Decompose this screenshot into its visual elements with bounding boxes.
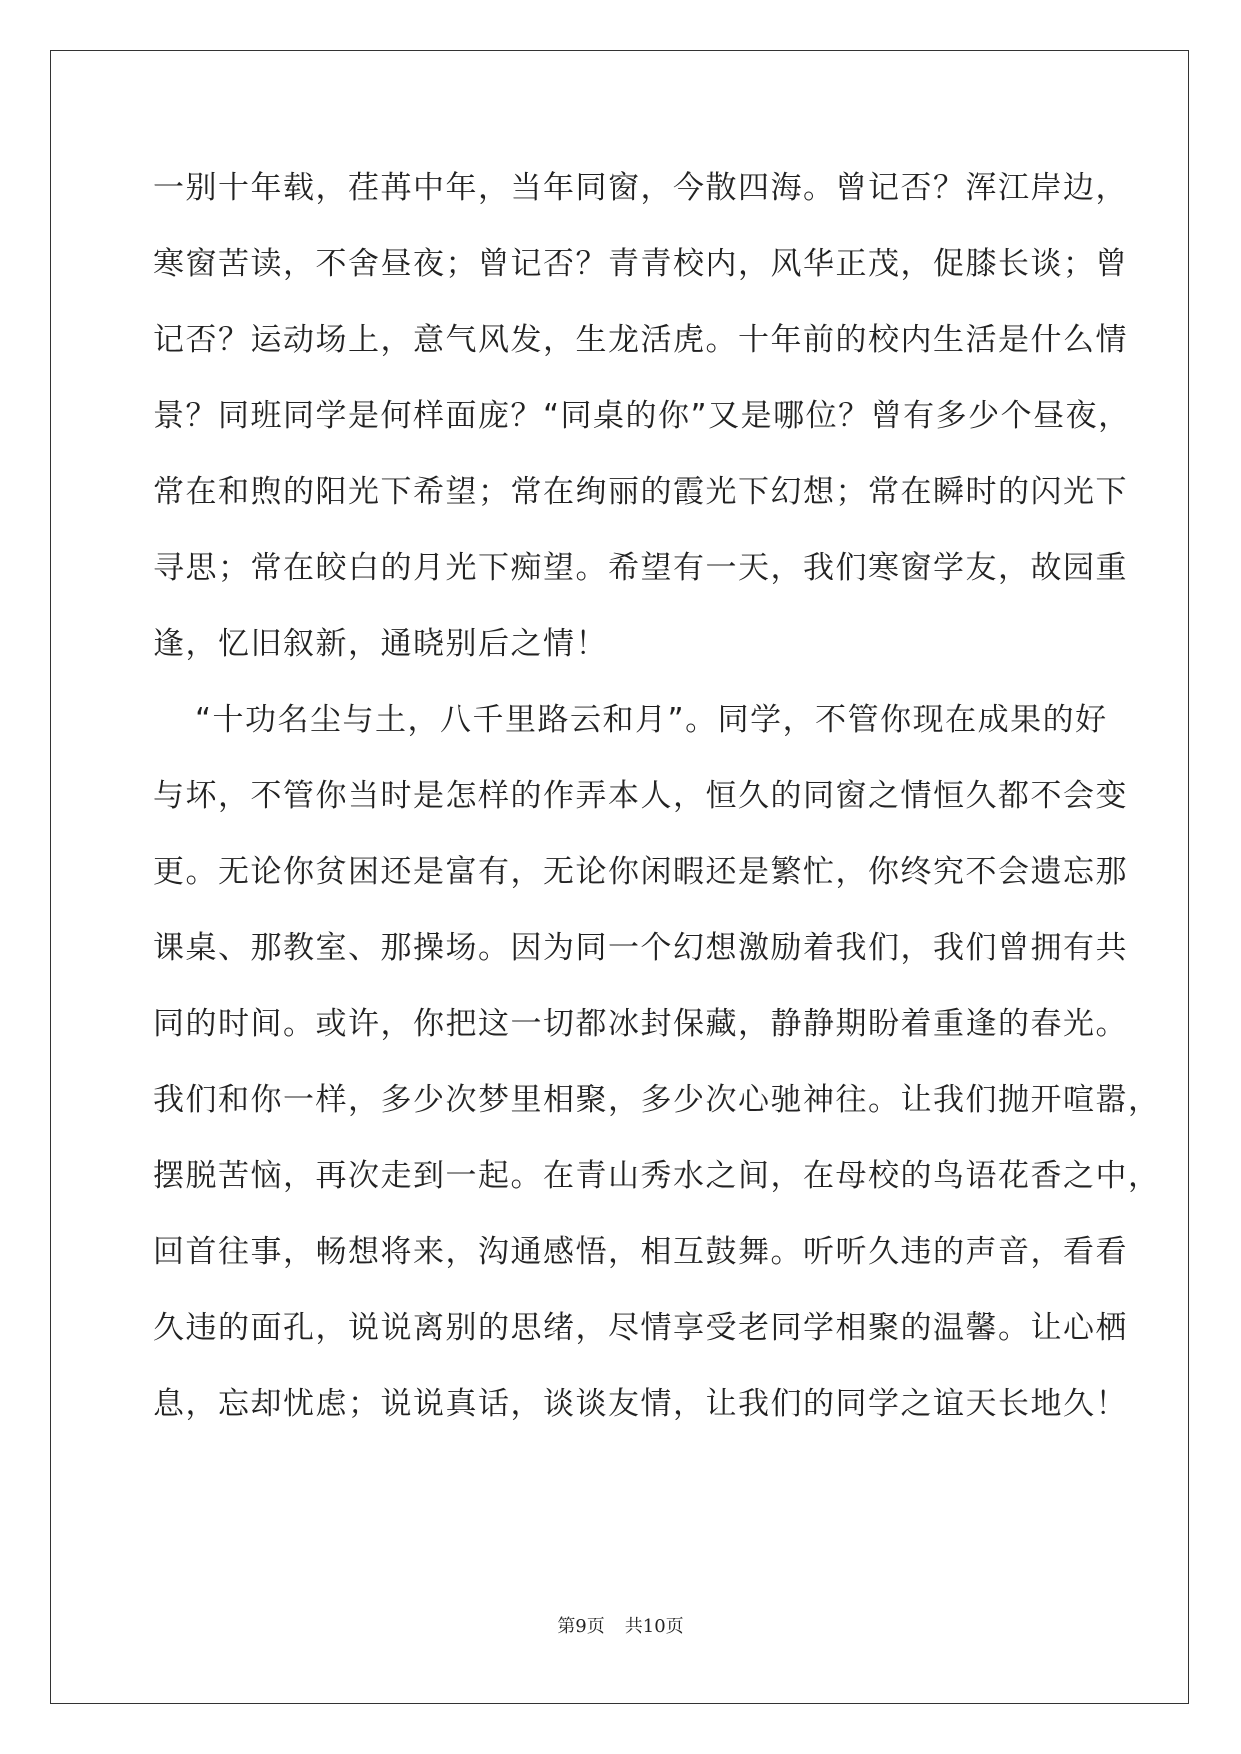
page-total: 共10页 <box>624 1616 684 1637</box>
text-line: 息，忘却忧虑；说说真话，谈谈友情，让我们的同学之谊天长地久！ <box>153 1386 1128 1422</box>
text-line: 记否？运动场上，意气风发，生龙活虎。十年前的校内生活是什么情 <box>153 322 1128 358</box>
paragraph <box>153 150 1131 682</box>
paragraph <box>153 682 1161 1442</box>
text-line: 我们和你一样，多少次梦里相聚，多少次心驰神往。让我们抛开喧嚣， <box>153 1082 1161 1118</box>
text-line: 摆脱苦恼，再次走到一起。在青山秀水之间，在母校的鸟语花香之中， <box>153 1158 1161 1194</box>
text-line: 久违的面孔，说说离别的思绪，尽情享受老同学相聚的温馨。让心栖 <box>153 1310 1128 1346</box>
text-line: 与坏，不管你当时是怎样的作弄本人，恒久的同窗之情恒久都不会变 <box>153 778 1128 814</box>
text-line: 常在和煦的阳光下希望；常在绚丽的霞光下幻想；常在瞬时的闪光下 <box>153 474 1128 510</box>
text-line: 一别十年载，荏苒中年，当年同窗，今散四海。曾记否？浑江岸边， <box>153 170 1128 206</box>
text-line: 寒窗苦读，不舍昼夜；曾记否？青青校内，风华正茂，促膝长谈；曾 <box>153 246 1128 282</box>
document-body <box>153 150 1161 1442</box>
text-line: 课桌、那教室、那操场。因为同一个幻想激励着我们，我们曾拥有共 <box>153 930 1128 966</box>
page-footer <box>0 1612 1241 1638</box>
text-line: 同的时间。或许，你把这一切都冰封保藏，静静期盼着重逢的春光。 <box>153 1006 1128 1042</box>
text-line: 寻思；常在皎白的月光下痴望。希望有一天，我们寒窗学友，故园重 <box>153 550 1128 586</box>
page-number: 第9页 <box>557 1616 605 1637</box>
text-line: 逢，忆旧叙新，通晓别后之情！ <box>153 626 608 662</box>
text-line: 景？同班同学是何样面庞？“同桌的你”又是哪位？曾有多少个昼夜， <box>153 398 1131 434</box>
text-line: 更。无论你贫困还是富有，无论你闲暇还是繁忙，你终究不会遗忘那 <box>153 854 1128 890</box>
text-line: “十功名尘与土，八千里路云和月”。同学，不管你现在成果的好 <box>195 702 1108 738</box>
text-line: 回首往事，畅想将来，沟通感悟，相互鼓舞。听听久违的声音，看看 <box>153 1234 1128 1270</box>
